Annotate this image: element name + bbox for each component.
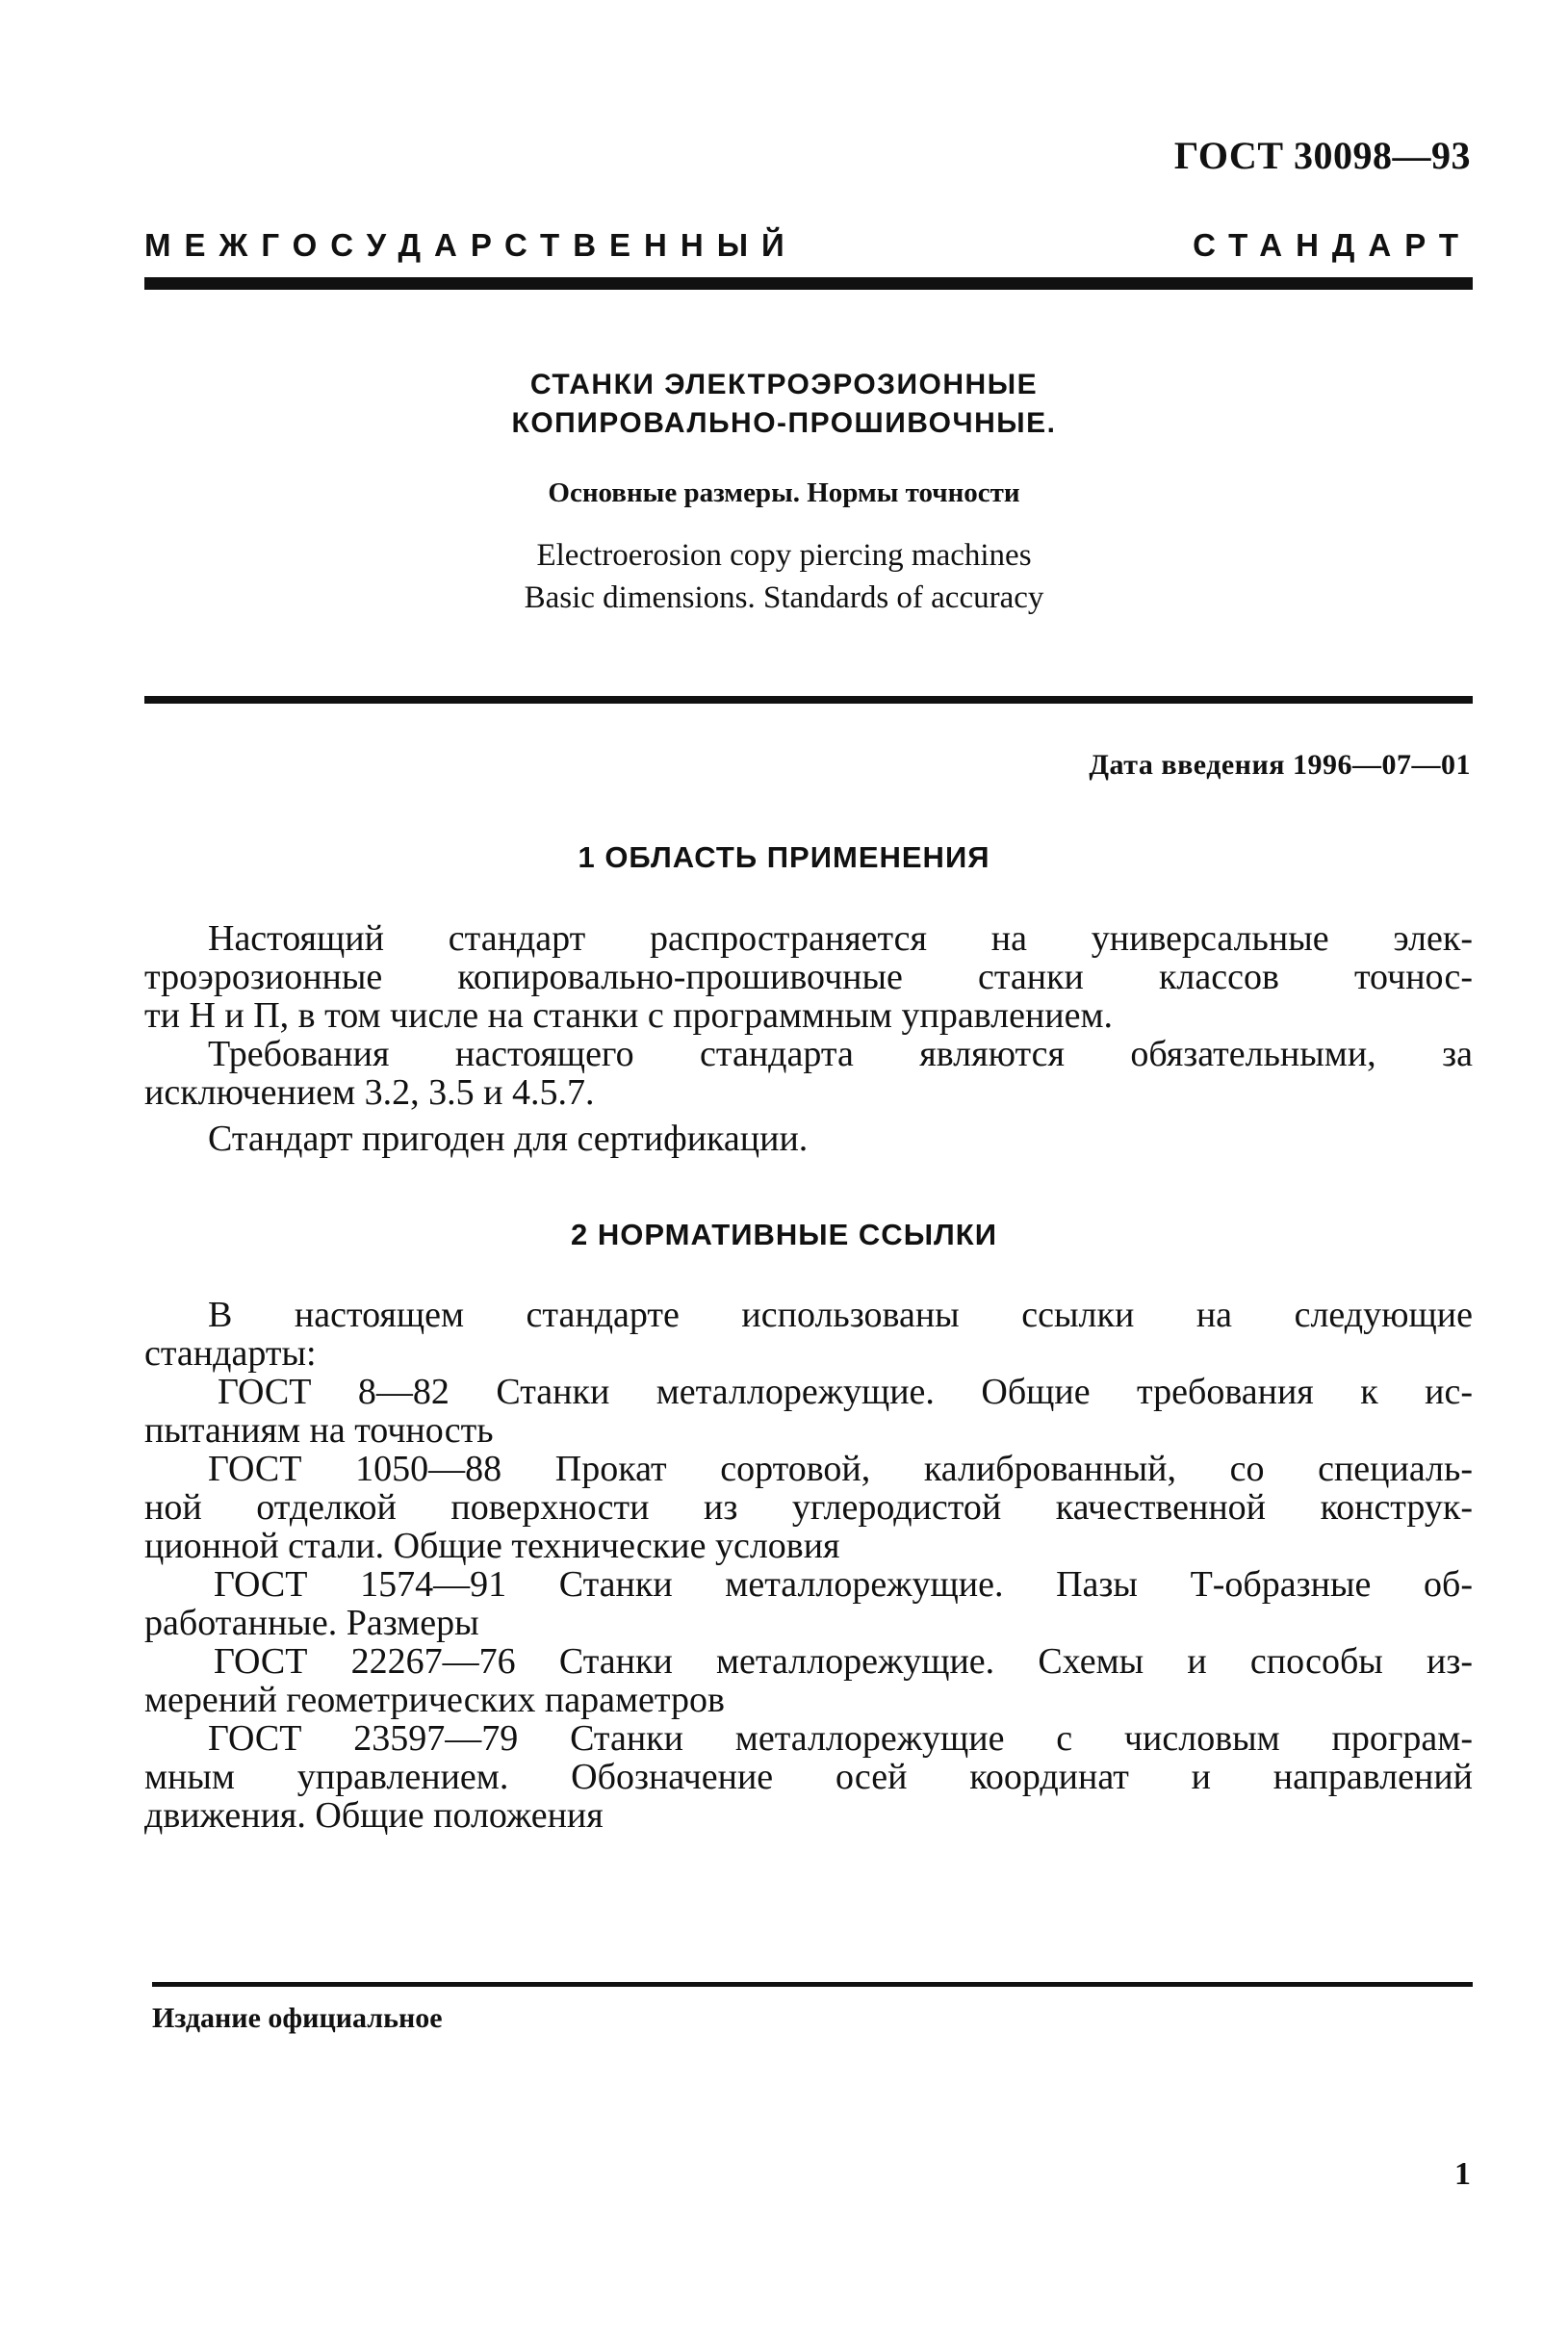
title-en-line1: Electroerosion copy piercing machines [536,538,1032,573]
page-number: 1 [1454,2156,1471,2192]
middle-rule [144,696,1473,704]
subtitle-ru: Основные размеры. Нормы точности [548,477,1020,508]
interstate-standard-banner [144,227,1472,264]
top-rule [144,277,1473,290]
text-line: ГОСТ 22267—76 Станки металлорежущие. Схемы и способы из- [214,1641,1473,1682]
intro-date: Дата введения 1996—07—01 [1089,749,1471,781]
text-line: Настоящий стандарт распространяется на универсальные элек- [208,918,1473,959]
gost-number: ГОСТ 30098—93 [1173,134,1471,177]
title-block [0,366,1568,619]
section1-heading: 1 ОБЛАСТЬ ПРИМЕНЕНИЯ [578,840,990,874]
text-line: Стандарт пригоден для сертификации. [208,1119,809,1159]
text-line: троэрозионные копировально-прошивочные станки классов точнос- [144,957,1473,997]
standard-word: СТАНДАРТ [1193,227,1472,263]
text-line: ной отделкой поверхности из углеродистой качественной конструк- [144,1487,1473,1528]
text-line: мерений геометрических параметров [144,1680,725,1720]
text-line: ГОСТ 1574—91 Станки металлорежущие. Пазы Т-образные об- [214,1564,1473,1605]
footer-rule [152,1982,1473,1987]
section1-body [144,919,1473,1158]
title-ru-line2: КОПИРОВАЛЬНО-ПРОШИВОЧНЫЕ. [511,407,1057,439]
text-line: ГОСТ 1050—88 Прокат сортовой, калиброванный, со специаль- [208,1449,1473,1489]
title-ru-line1: СТАНКИ ЭЛЕКТРОЭРОЗИОННЫЕ [529,369,1039,400]
text-line: Требования настоящего стандарта являются обязательными, за [208,1034,1473,1074]
edition-label: Издание официальное [152,2002,443,2034]
interstate-word: МЕЖГОСУДАРСТВЕННЫЙ [144,227,798,263]
text-line: стандарты: [144,1333,317,1374]
text-line: В настоящем стандарте использованы ссылки на следующие [208,1295,1473,1335]
text-line: движения. Общие положения [144,1795,604,1836]
text-line: исключением 3.2, 3.5 и 4.5.7. [144,1072,595,1113]
text-line: ГОСТ 8—82 Станки металлорежущие. Общие требования к ис- [218,1372,1473,1412]
text-line: ти Н и П, в том числе на станки с программным управлением. [144,995,1114,1036]
title-en-line2: Basic dimensions. Standards of accuracy [524,580,1044,615]
section2-heading: 2 НОРМАТИВНЫЕ ССЫЛКИ [571,1218,997,1251]
text-line: ГОСТ 23597—79 Станки металлорежущие с числовым програм- [208,1718,1473,1759]
text-line: пытаниям на точность [144,1410,494,1451]
section2-body [144,1296,1473,1835]
text-line: мным управлением. Обозначение осей координат и направлений [144,1757,1473,1797]
text-line: ционной стали. Общие технические условия [144,1526,840,1566]
text-line: работанные. Размеры [144,1603,479,1643]
